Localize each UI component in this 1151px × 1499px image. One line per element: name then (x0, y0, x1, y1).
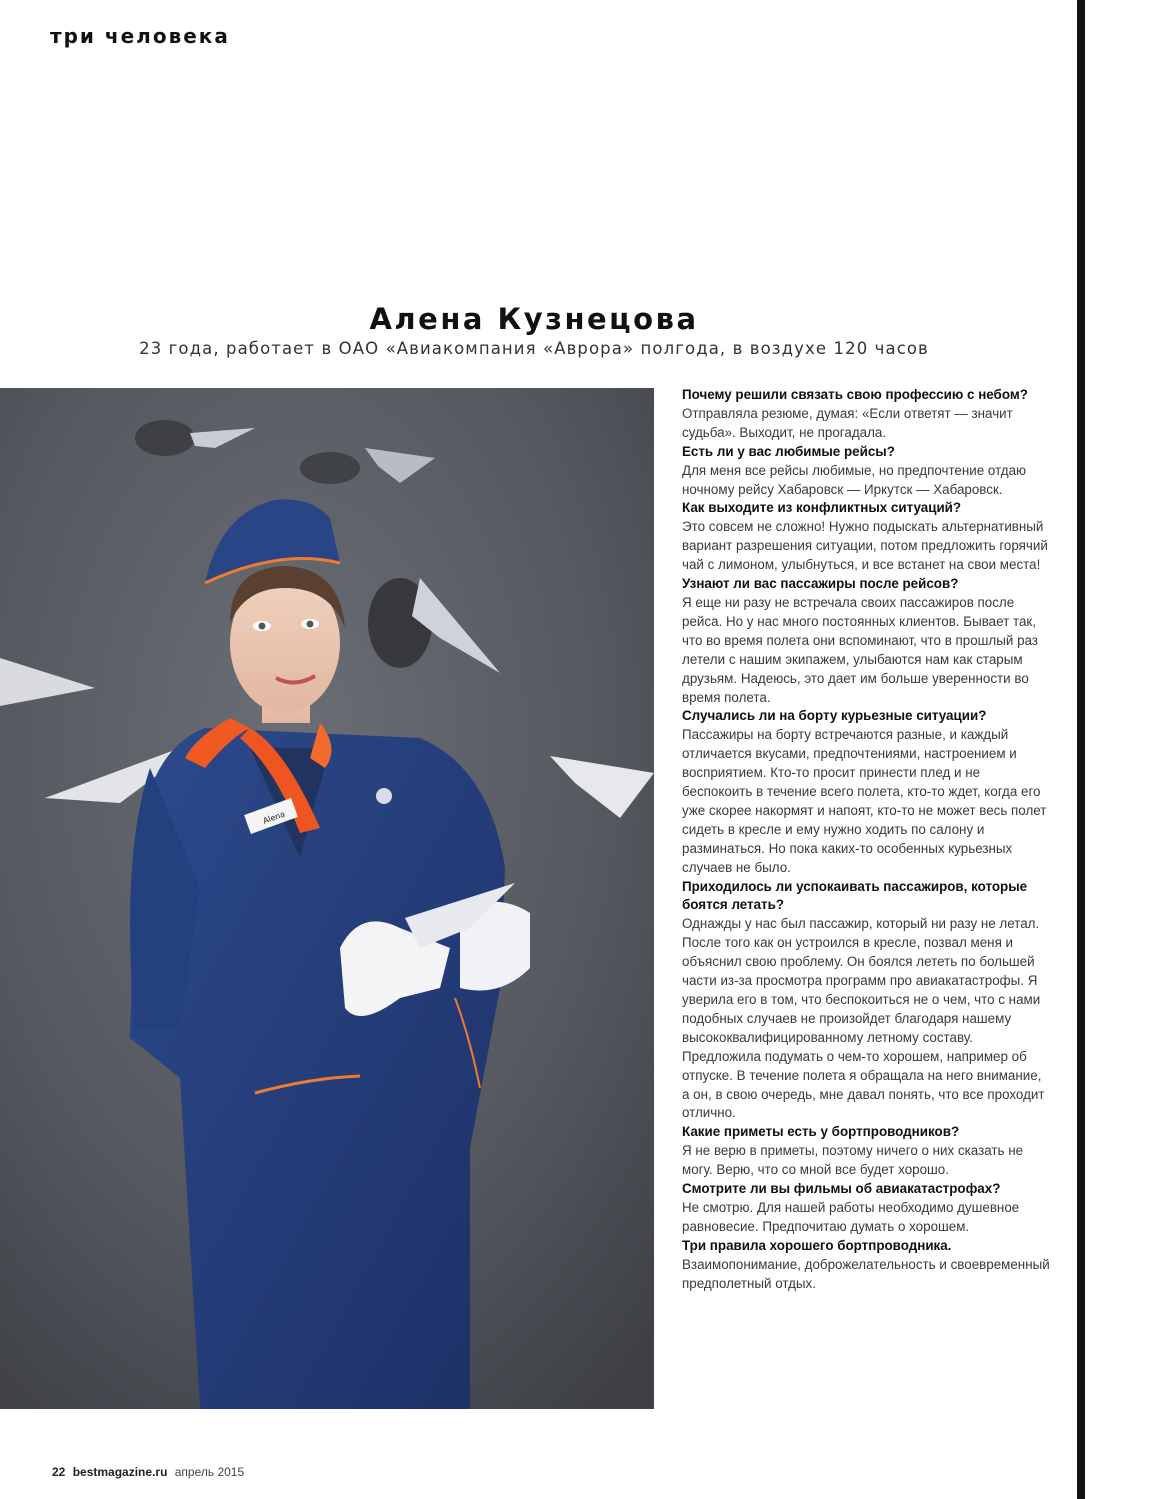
page-edge-bar (1077, 0, 1085, 1499)
site-link[interactable]: bestmagazine.ru (72, 1465, 168, 1479)
person-subtitle: 23 года, работает в ОАО «Авиакомпания «Аврора» полгода, в воздухе 120 часов (139, 339, 929, 358)
page-number: 22 (52, 1465, 66, 1479)
person-name: Алена Кузнецова (369, 302, 699, 336)
answer: Я еще ни разу не встречала своих пассажиров после рейса. Но у нас много постоянных клиентов. Бывает так, что во время полета они вспоминают, что в прошлый раз летели с нашим экипажем, улыбаются нам как старым друзьям. Надеюсь, это дает им больше уверенности во время полета. (682, 594, 1038, 705)
answer: Пассажиры на борту встречаются разные, и каждый отличается вкусами, предпочтениями, настроением и восприятием. Кто-то просит принести плед и не беспокоить в течение всего полета, кто-то ждет, когда его уже скорее накормят и напоят, кто-то не может весь полет сидеть в кресле и ему нужно ходить по салону и разминаться. Но пока каких-то особенных курьезных случаев не было. (682, 727, 1047, 875)
issue-date: апрель 2015 (174, 1465, 245, 1479)
question: Какие приметы есть у бортпроводников? (682, 1124, 960, 1140)
answer: Я не верю в приметы, поэтому ничего о них сказать не могу. Верю, что со мной все будет хорошо. (682, 1143, 1024, 1178)
question: Почему решили связать свою профессию с небом? (682, 387, 1028, 402)
interview-text (682, 386, 1052, 1294)
flight-attendant-photo (0, 388, 654, 1409)
answer: Это совсем не сложно! Нужно подыскать альтернативный вариант разрешения ситуации, потом предложить горячий чай с лимоном, улыбнуться, и все встанет на свои места! (682, 519, 1048, 573)
answer: Отправляла резюме, думая: «Если ответят — значит судьба». Выходит, не прогадала. (682, 405, 1013, 440)
question: Случались ли на борту курьезные ситуации? (682, 708, 987, 724)
section-title: три человека (50, 24, 230, 48)
answer: Однажды у нас был пассажир, который ни разу не летал. После того как он устроился в кресле, позвал меня и объяснил свою проблему. Он боялся лететь по большей части из-за просмотра программ про авиакатастрофы. Я уверила его в том, что беспокоиться не о чем, что с нами подобных случаев не произойдет благодаря нашему высококвалифицированному летному составу. Предложила подумать о чем-то хорошем, например об отпуске. В течение полета я обращала на него внимание, а он, в свою очередь, мне давал понять, что все проходит отлично. (682, 916, 1045, 1121)
answer: Не смотрю. Для нашей работы необходимо душевное равновесие. Предпочитаю думать о хорошем. (682, 1199, 1020, 1234)
question: Как выходите из конфликтных ситуаций? (682, 500, 962, 516)
page-footer (52, 1465, 244, 1479)
question: Приходилось ли успокаивать пассажиров, которые боятся летать? (682, 878, 1028, 913)
question: Есть ли у вас любимые рейсы? (682, 443, 895, 459)
name-tag-text: Alena (261, 809, 287, 826)
question: Три правила хорошего бортпроводника. (682, 1237, 952, 1253)
question: Смотрите ли вы фильмы об авиакатастрофах? (682, 1181, 1001, 1197)
question: Узнают ли вас пассажиры после рейсов? (682, 576, 959, 592)
answer: Взаимопонимание, доброжелательность и своевременный предполетный отдых. (682, 1256, 1050, 1291)
answer: Для меня все рейсы любимые, но предпочтение отдаю ночному рейсу Хабаровск — Иркутск — Хабаровск. (682, 462, 1027, 497)
